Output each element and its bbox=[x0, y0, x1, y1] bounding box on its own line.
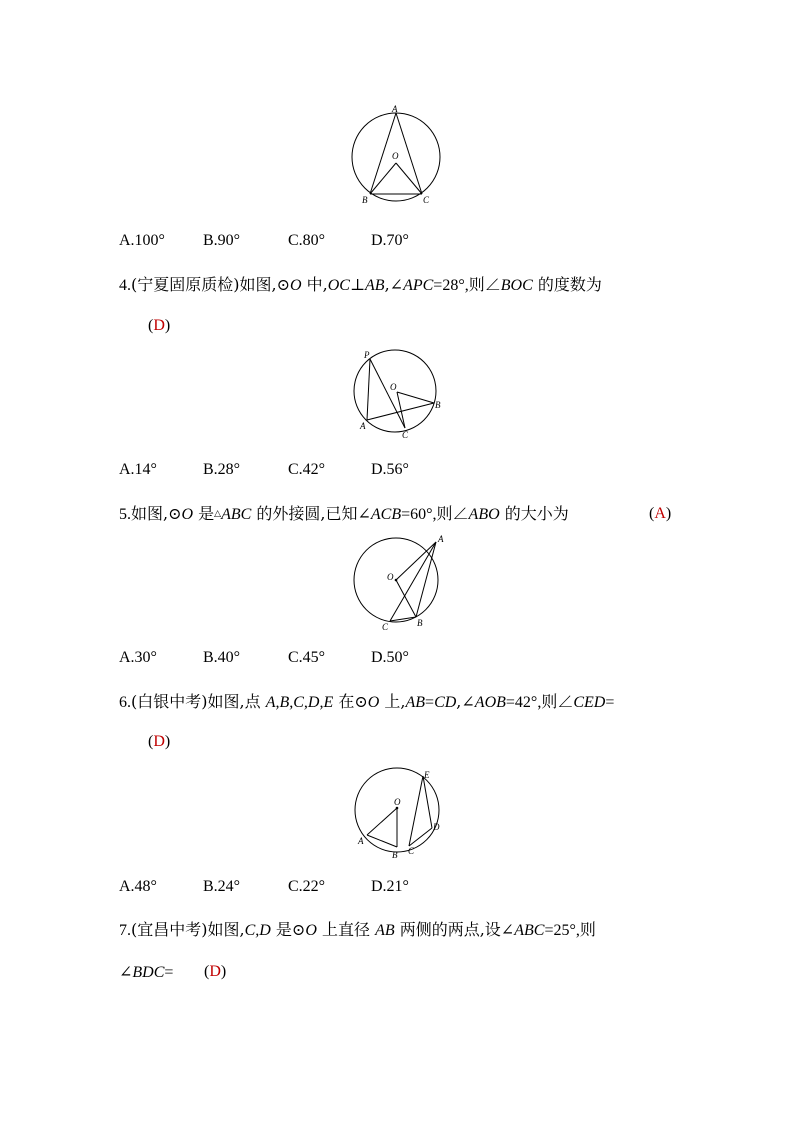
q4-segment-ob bbox=[397, 392, 434, 403]
q4-text: =28°,则∠ bbox=[433, 277, 501, 294]
q5-text: 的大小为 bbox=[499, 504, 569, 523]
q3-figure bbox=[345, 100, 445, 210]
q6-text: = bbox=[425, 694, 435, 711]
q7-answer bbox=[204, 962, 226, 982]
q4-answer-paren: ( bbox=[148, 317, 154, 334]
q5-option-a[interactable]: A.30° bbox=[119, 649, 157, 666]
q5-segment-ob bbox=[396, 580, 416, 617]
q6-answer-paren: ( bbox=[148, 733, 154, 750]
q6-figure bbox=[345, 760, 455, 865]
q4-segment-pa bbox=[367, 359, 370, 420]
q4-answer bbox=[148, 316, 170, 336]
q3-label-c: C bbox=[423, 195, 430, 205]
q4-text: ,∠ bbox=[384, 275, 404, 294]
q4-number: 4. bbox=[119, 277, 131, 294]
q5-answer-paren: ) bbox=[665, 505, 672, 522]
q3-segment-ob bbox=[370, 163, 396, 194]
q5-segment-ab bbox=[416, 542, 436, 617]
q3-label-b: B bbox=[362, 195, 368, 205]
q6-label-d: D bbox=[433, 822, 440, 832]
q4-segment-oc bbox=[397, 392, 405, 428]
q6-segment-ab bbox=[367, 835, 397, 847]
q4-var-oc: OC bbox=[327, 277, 350, 294]
q5-center-dot bbox=[395, 579, 398, 582]
q3-segment-ac bbox=[396, 113, 422, 194]
q6-var-ab: AB bbox=[405, 694, 426, 711]
q6-text: 上, bbox=[379, 692, 406, 711]
q4-answer-paren: ) bbox=[164, 317, 171, 334]
q3-option-c[interactable]: C.80° bbox=[288, 232, 326, 249]
q6-answer-letter: D bbox=[153, 733, 165, 750]
q6-answer-paren: ) bbox=[164, 733, 171, 750]
q6-stem bbox=[119, 692, 614, 713]
q7-stem-line2 bbox=[119, 962, 173, 983]
q4-perp-symbol: ⊥ bbox=[349, 275, 366, 294]
q6-label-b: B bbox=[392, 850, 398, 860]
q5-option-c[interactable]: C.45° bbox=[288, 649, 326, 666]
q4-source: (宁夏固原质检) bbox=[131, 275, 240, 294]
q4-text: 中, bbox=[301, 275, 328, 294]
q7-text: 上直径 bbox=[316, 920, 376, 939]
q6-option-a[interactable]: A.48° bbox=[119, 878, 157, 895]
q4-var-o: O bbox=[290, 277, 302, 294]
q6-var-o: O bbox=[367, 694, 380, 711]
q6-var-aob: AOB bbox=[474, 694, 506, 711]
q5-answer bbox=[649, 504, 671, 524]
q6-label-e: E bbox=[424, 770, 430, 780]
q3-segment-oc bbox=[396, 163, 422, 194]
q7-text: 两侧的两点,设∠ bbox=[394, 920, 515, 939]
q6-segment-ed bbox=[423, 776, 432, 828]
q3-option-a[interactable]: A.100° bbox=[119, 232, 165, 249]
q6-text: 如图,点 bbox=[207, 692, 266, 711]
q5-text: 是 bbox=[193, 504, 215, 523]
q6-text: = bbox=[605, 694, 615, 711]
q5-var-abo: ABO bbox=[468, 506, 500, 523]
q5-text: 如图,⊙ bbox=[131, 504, 182, 523]
q6-center-dot bbox=[396, 807, 399, 810]
q7-answer-letter: D bbox=[209, 963, 221, 980]
q3-label-a: A bbox=[392, 104, 398, 114]
q4-answer-letter: D bbox=[153, 317, 165, 334]
q7-var-cd: C,D bbox=[244, 922, 271, 939]
q7-text: 是⊙ bbox=[270, 920, 306, 939]
q5-figure bbox=[345, 530, 450, 635]
q5-option-b[interactable]: B.40° bbox=[203, 649, 241, 666]
q4-var-apc: APC bbox=[403, 277, 434, 294]
q7-var-ab: AB bbox=[375, 922, 395, 939]
q7-answer-paren: ) bbox=[220, 963, 227, 980]
q5-label-o: O bbox=[387, 572, 394, 582]
q7-text: 如图, bbox=[207, 920, 245, 939]
q4-option-b[interactable]: B.28° bbox=[203, 461, 241, 478]
q3-option-d[interactable]: D.70° bbox=[371, 232, 409, 249]
q4-text: 如图,⊙ bbox=[239, 275, 290, 294]
q7-number: 7. bbox=[119, 922, 131, 939]
q7-answer-paren: ( bbox=[204, 963, 210, 980]
q7-var-bdc: BDC bbox=[132, 964, 165, 981]
q4-option-a[interactable]: A.14° bbox=[119, 461, 157, 478]
q5-text: =60°,则∠ bbox=[401, 506, 469, 523]
q6-text: ,∠ bbox=[456, 692, 475, 711]
q4-label-b: B bbox=[435, 400, 441, 410]
q6-source: (白银中考) bbox=[131, 692, 208, 711]
q7-source: (宜昌中考) bbox=[131, 920, 208, 939]
q7-var-abc: ABC bbox=[514, 922, 545, 939]
q6-var-cd: CD bbox=[434, 694, 457, 711]
q6-segment-ec bbox=[409, 776, 423, 846]
q6-option-c[interactable]: C.22° bbox=[288, 878, 326, 895]
q5-label-a: A bbox=[438, 534, 444, 544]
q4-var-ab: AB bbox=[365, 277, 385, 294]
q5-option-d[interactable]: D.50° bbox=[371, 649, 409, 666]
q3-label-o: O bbox=[392, 151, 399, 161]
q4-stem bbox=[119, 275, 602, 296]
q6-text: 在⊙ bbox=[333, 692, 368, 711]
q5-var-o: O bbox=[181, 506, 194, 523]
q5-number: 5. bbox=[119, 506, 131, 523]
q6-segment-oa bbox=[367, 808, 397, 835]
q4-label-p: P bbox=[364, 350, 370, 360]
q6-label-o: O bbox=[394, 797, 401, 807]
q4-figure bbox=[345, 340, 450, 445]
q6-var-points: A,B,C,D,E bbox=[265, 694, 334, 711]
q5-label-b: B bbox=[417, 618, 423, 628]
q4-option-c[interactable]: C.42° bbox=[288, 461, 326, 478]
q7-text: = bbox=[164, 964, 174, 981]
q4-label-o: O bbox=[390, 382, 397, 392]
q6-text: =42°,则∠ bbox=[505, 694, 574, 711]
q6-label-a: A bbox=[358, 836, 364, 846]
q3-option-b[interactable]: B.90° bbox=[203, 232, 241, 249]
q5-label-c: C bbox=[382, 622, 389, 632]
q7-text: =25°,则 bbox=[544, 922, 596, 939]
q6-answer bbox=[148, 732, 170, 752]
q7-var-o: O bbox=[305, 922, 317, 939]
q5-stem bbox=[119, 504, 569, 525]
q5-answer-paren: ( bbox=[649, 505, 655, 522]
q6-label-c: C bbox=[408, 846, 415, 856]
q5-triangle-symbol: △ bbox=[214, 509, 222, 519]
q5-segment-oa bbox=[396, 542, 436, 580]
q4-option-d[interactable]: D.56° bbox=[371, 461, 409, 478]
q6-number: 6. bbox=[119, 694, 131, 711]
q6-option-b[interactable]: B.24° bbox=[203, 878, 241, 895]
q6-var-ced: CED bbox=[573, 694, 606, 711]
q7-text: ∠ bbox=[119, 962, 133, 981]
q5-var-acb: ACB bbox=[370, 506, 402, 523]
q5-var-abc: ABC bbox=[221, 506, 252, 523]
q5-answer-letter: A bbox=[654, 505, 666, 522]
q4-var-boc: BOC bbox=[500, 277, 533, 294]
q6-option-d[interactable]: D.21° bbox=[371, 878, 409, 895]
q4-text: 的度数为 bbox=[532, 275, 602, 294]
q4-label-c: C bbox=[402, 430, 409, 440]
q7-stem bbox=[119, 920, 596, 941]
q5-text: 的外接圆,已知∠ bbox=[251, 504, 371, 523]
q4-label-a: A bbox=[360, 421, 366, 431]
